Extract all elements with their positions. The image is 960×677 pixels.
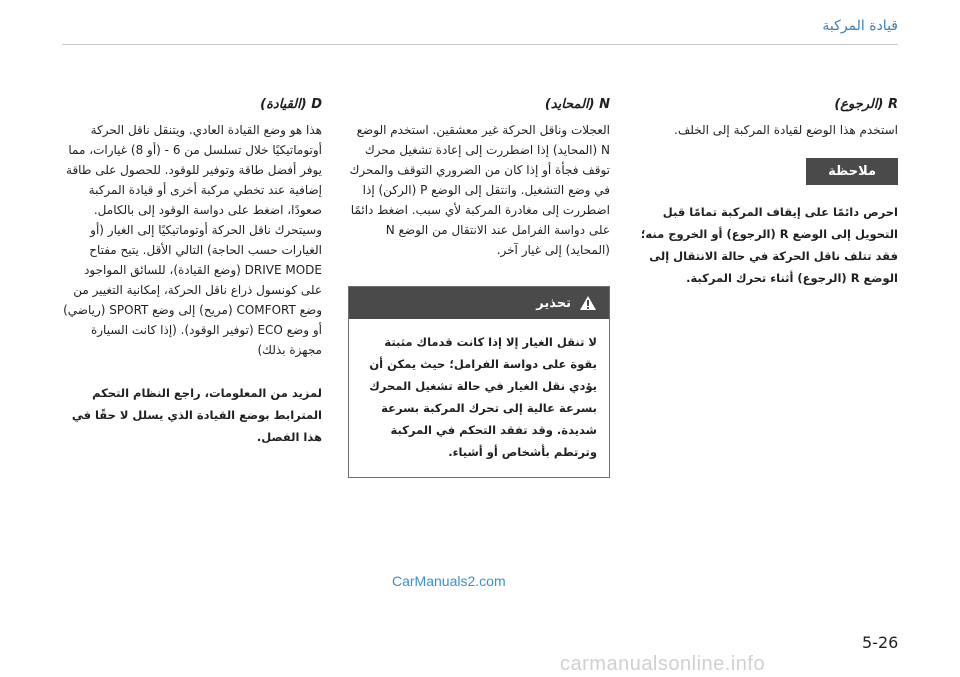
caution-header xyxy=(349,287,609,319)
section-title-neutral: N (المحايد) xyxy=(544,97,610,112)
drive-mode-reference-note: لمزيد من المعلومات، راجع النظام التحكم المترابط بوضع القيادة الذي يسلل لا حقًا في هذا الفصل. xyxy=(71,386,322,444)
section-body-reverse: استخدم هذا الوضع لقيادة المركبة إلى الخلف. xyxy=(674,123,898,137)
section-title-drive: D (القيادة) xyxy=(260,97,322,112)
section-title-reverse: R (الرجوع) xyxy=(834,97,898,112)
column-reverse xyxy=(636,96,898,289)
page-number: 5-26 xyxy=(862,633,899,652)
warning-triangle-icon xyxy=(579,295,597,311)
caution-box xyxy=(348,286,610,478)
watermark-link[interactable]: CarManuals2.com xyxy=(392,573,506,589)
column-drive xyxy=(60,96,322,460)
footer-watermark: carmanualsonline.info xyxy=(560,653,766,675)
caution-body: لا تنقل الغيار إلا إذا كانت قدماك مثبتة بقوة على دواسة الفرامل؛ حيث يمكن أن يؤدي نقل الغيار في حالة تشغيل المحرك بسرعة عالية إلى تحرك المركبة بسرعة شديدة. وقد تفقد التحكم في المركبة وترتطم بأشخاص أو أشياء. xyxy=(369,335,597,459)
notice-badge: ملاحظة xyxy=(806,158,898,185)
section-body-neutral: العجلات وناقل الحركة غير معشقين. استخدم الوضع N (المحايد) إذا اضطررت إلى إعادة تشغيل محرك توقف فجأة أو إذا كان من الضروري التوقف والمحرك في وضع التشغيل. وانتقل إلى الوضع P (الركن) إذا اضطررت إلى مغادرة المركبة لأي سبب. اضغط دائمًا على دواسة الفرامل عند الانتقال من الوضع N (المحايد) إلى غيار آخر. xyxy=(349,123,610,257)
caution-label: تحذير xyxy=(536,295,571,311)
section-body-drive: هذا هو وضع القيادة العادي. ويتنقل ناقل الحركة أوتوماتيكيًا خلال تسلسل من 6 - (أو 8) غيارات، مما يوفر أفضل طاقة وتوفير للوقود. للحصول على طاقة إضافية عند تخطي مركبة أخرى أو قيادة المركبة صعودًا، اضغط على دواسة الوقود إلى بالكامل. وسيتحرك ناقل الحركة أوتوماتيكيًا إلى الغيار (أو الغيارات حسب الحاجة) التالي الأقل. يتيح مفتاح DRIVE MODE (وضع القيادة)، للسائق المواجود على كونسول ذراع ناقل الحركة، إمكانية التغيير من وضع COMFORT (مريح) إلى وضع SPORT (رياضي) أو وضع ECO (توفير الوقود). (إذا كانت السيارة مجهزة بذلك) xyxy=(63,123,322,357)
notice-body: احرص دائمًا على إيقاف المركبة تمامًا قبل التحويل إلى الوضع R (الرجوع) أو الخروج منه؛ فقد تتلف ناقل الحركة في حالة الانتقال إلى الوضع R (الرجوع) أثناء تحرك المركبة. xyxy=(640,205,898,285)
page-header-title: قيادة المركبة xyxy=(822,18,898,34)
column-neutral xyxy=(348,96,610,478)
header-divider xyxy=(62,44,898,45)
